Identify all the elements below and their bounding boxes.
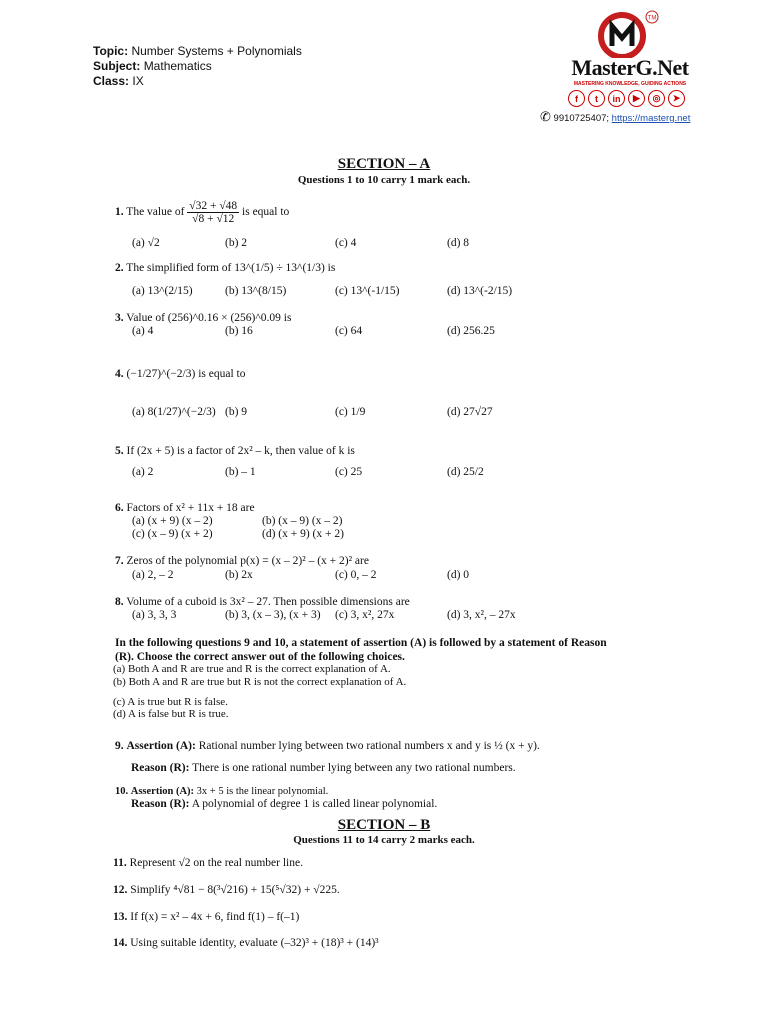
instagram-icon[interactable]: ◎: [648, 90, 665, 107]
option-a: (a) 4: [132, 325, 154, 337]
option-d: (d) 8: [447, 237, 470, 249]
question-6: [115, 502, 255, 514]
option-a: (a) 8(1/27)^(−2/3): [132, 406, 216, 418]
question-text: Represent √2 on the real number line.: [129, 857, 303, 869]
question-12: [113, 884, 340, 896]
section-b-title: SECTION – B: [337, 817, 431, 833]
option-c: (c) 25: [335, 466, 363, 478]
option-a: (a) 13^(2/15): [132, 285, 193, 297]
option-a: (a) 3, 3, 3: [132, 609, 177, 621]
question-number: 10.: [115, 786, 129, 797]
trademark-label: TM: [647, 15, 657, 22]
option-b: (b) – 1: [225, 466, 256, 478]
question-number: 8.: [115, 596, 124, 608]
fraction-denominator: √8 + √12: [192, 213, 235, 225]
question-3: [115, 312, 291, 324]
section-a-subtitle: Questions 1 to 10 carry 1 mark each.: [297, 174, 471, 186]
option-d: (d) 13^(-2/15): [447, 285, 513, 297]
telegram-icon[interactable]: ➤: [668, 90, 685, 107]
option-b: (b) 9: [225, 406, 248, 418]
reason-text: There is one rational number lying between any two rational numbers.: [192, 762, 516, 774]
option-d: (d) 25/2: [447, 466, 484, 478]
reason-text: A polynomial of degree 1 is called linear polynomial.: [191, 798, 438, 810]
class-label: Class:: [93, 74, 130, 88]
section-a-title: SECTION – A: [337, 156, 431, 172]
question-10-assertion: [115, 786, 328, 797]
question-9-reason: [131, 762, 516, 774]
fraction-numerator: √32 + √48: [189, 200, 238, 212]
reason-label: Reason (R):: [131, 762, 190, 774]
question-number: 7.: [115, 555, 124, 567]
option-b: (b) 2x: [225, 569, 253, 581]
question-text: If (2x + 5) is a factor of 2x² – k, then value of k is: [126, 445, 355, 457]
option-b: (b) 13^(8/15): [225, 285, 287, 297]
mg-logo-icon: [560, 10, 700, 58]
question-5: [115, 445, 355, 457]
option-c: (c) 64: [335, 325, 363, 337]
option-d: (d) 256.25: [447, 325, 495, 337]
subject-value: Mathematics: [143, 59, 212, 73]
assertion-instructions: In the following questions 9 and 10, a statement of assertion (A) is followed by a statement of Reason (R). Choose the correct answer out of the following choices.: [115, 637, 607, 663]
question-number: 6.: [115, 502, 124, 514]
question-text: Simplify ⁴√81 − 8(³√216) + 15(⁵√32) + √225.: [130, 884, 340, 896]
question-number: 1.: [115, 206, 124, 219]
topic-value: Number Systems + Polynomials: [131, 44, 302, 58]
question-number: 9.: [115, 740, 124, 752]
linkedin-icon[interactable]: in: [608, 90, 625, 107]
question-text: Volume of a cuboid is 3x² – 27. Then possible dimensions are: [126, 596, 410, 608]
assertion-text: Rational number lying between two rational numbers x and y is ½ (x + y).: [198, 740, 540, 752]
option-b: (b) 3, (x – 3), (x + 3): [225, 609, 321, 621]
question-text: Factors of x² + 11x + 18 are: [126, 502, 255, 514]
question-number: 2.: [115, 262, 124, 274]
phone-number: 9910725407;: [553, 113, 610, 124]
assertion-choice-a: (a) Both A and R are true and R is the correct explanation of A.: [113, 663, 391, 675]
question-text-end: is equal to: [242, 206, 290, 219]
option-d: (d) 3, x², – 27x: [447, 609, 516, 621]
question-number: 4.: [115, 368, 124, 380]
reason-label: Reason (R):: [131, 798, 190, 810]
option-a: (a) (x + 9) (x – 2): [132, 515, 213, 527]
option-d: (d) 27√27: [447, 406, 493, 418]
assertion-choice-c: (c) A is true but R is false.: [113, 696, 228, 708]
assertion-text: 3x + 5 is the linear polynomial.: [196, 786, 329, 797]
option-c: (c) 1/9: [335, 406, 366, 418]
subject-label: Subject:: [93, 59, 141, 73]
section-b-subtitle: Questions 11 to 14 carry 2 marks each.: [293, 834, 475, 846]
brand-tagline: MASTERING KNOWLEDGE, GUIDING ACTIONS: [573, 81, 687, 87]
question-number: 13.: [113, 911, 128, 923]
option-b: (b) 16: [225, 325, 253, 337]
question-text: Zeros of the polynomial p(x) = (x – 2)² – (x + 2)² are: [126, 555, 369, 567]
option-a: (a) 2, – 2: [132, 569, 174, 581]
option-b: (b) (x – 9) (x – 2): [262, 515, 343, 527]
doc-header: [93, 44, 302, 89]
option-c: (c) 3, x², 27x: [335, 609, 395, 621]
question-14: [113, 937, 379, 949]
option-c: (c) 13^(-1/15): [335, 285, 400, 297]
question-text: The value of: [126, 206, 185, 219]
assertion-choice-d: (d) A is false but R is true.: [113, 708, 229, 720]
question-11: [113, 857, 303, 869]
question-text: Value of (256)^0.16 × (256)^0.09 is: [126, 312, 292, 324]
phone-icon: ✆: [540, 109, 551, 124]
contact-line: [540, 109, 690, 125]
question-7: [115, 555, 369, 567]
question-text: If f(x) = x² – 4x + 6, find f(1) – f(–1): [130, 911, 300, 923]
brand-name: MasterG.Net: [571, 55, 689, 80]
fraction: [187, 200, 239, 225]
question-13: [113, 911, 299, 923]
option-b: (b) 2: [225, 237, 248, 249]
question-9-assertion: [115, 740, 540, 752]
question-number: 14.: [113, 937, 128, 949]
option-d: (d) (x + 9) (x + 2): [262, 528, 344, 540]
question-4: [115, 368, 245, 380]
question-1: [115, 200, 289, 225]
youtube-icon[interactable]: ▶: [628, 90, 645, 107]
assertion-label: Assertion (A):: [130, 786, 195, 797]
facebook-icon[interactable]: f: [568, 90, 585, 107]
option-c: (c) 0, – 2: [335, 569, 377, 581]
question-number: 5.: [115, 445, 124, 457]
question-number: 11.: [113, 857, 127, 869]
assertion-choice-b: (b) Both A and R are true but R is not the correct explanation of A.: [113, 676, 407, 688]
topic-label: Topic:: [93, 44, 129, 58]
option-a: (a) 2: [132, 466, 154, 478]
question-number: 12.: [113, 884, 128, 896]
option-c: (c) (x – 9) (x + 2): [132, 528, 213, 540]
question-2: [115, 262, 335, 274]
assertion-label: Assertion (A):: [126, 740, 196, 752]
question-10-reason: [131, 798, 437, 810]
option-c: (c) 4: [335, 237, 357, 249]
option-d: (d) 0: [447, 569, 470, 581]
question-8: [115, 596, 410, 608]
question-number: 3.: [115, 312, 124, 324]
question-text: (−1/27)^(−2/3) is equal to: [126, 368, 246, 380]
option-a: (a) √2: [132, 237, 160, 249]
class-value: IX: [132, 74, 144, 88]
website-link[interactable]: https://masterg.net: [611, 113, 691, 124]
question-text: Using suitable identity, evaluate (–32)³ + (18)³ + (14)³: [130, 937, 379, 949]
question-text: The simplified form of 13^(1/5) ÷ 13^(1/3) is: [126, 262, 336, 274]
social-links: [568, 90, 685, 107]
twitter-icon[interactable]: t: [588, 90, 605, 107]
